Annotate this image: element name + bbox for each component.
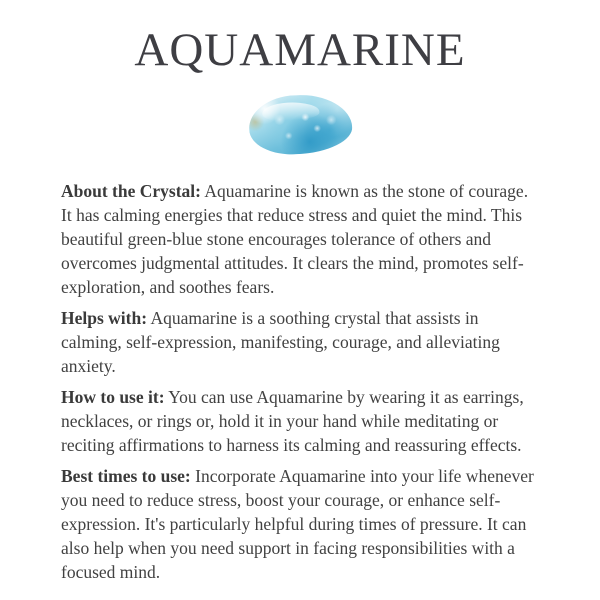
page-title: AQUAMARINE — [134, 24, 466, 76]
section-label: About the Crystal: — [61, 181, 201, 201]
section-helps-with — [61, 306, 539, 378]
section-text: Aquamarine is known as the stone of courage. It has calming energies that reduce stress and quiet the mind. This beautiful green-blue stone encourages tolerance of others and overcomes judgmental attitudes. It clears the mind, promotes self-exploration, and soothes fears. — [61, 181, 529, 297]
section-best-times-to-use — [61, 464, 539, 584]
section-text: You can use Aquamarine by wearing it as earrings, necklaces, or rings or, hold it in your hand while meditating or reciting affirmations to harness its calming and reassuring effects. — [61, 387, 524, 455]
section-label: How to use it: — [61, 387, 165, 407]
aquamarine-stone-image — [247, 92, 353, 156]
section-about-the-crystal — [61, 179, 539, 299]
info-sections — [61, 179, 539, 584]
section-how-to-use-it — [61, 385, 539, 457]
section-label: Helps with: — [61, 308, 148, 328]
section-text: Aquamarine is a soothing crystal that assists in calming, self-expression, manifesting, courage, and alleviating anxiety. — [61, 308, 500, 376]
section-text: Incorporate Aquamarine into your life whenever you need to reduce stress, boost your courage, or enhance self-expression. It's particularly helpful during times of pressure. It can also help when you need support in facing responsibilities with a focused mind. — [61, 466, 534, 582]
stone-image-container — [249, 95, 352, 155]
section-label: Best times to use: — [61, 466, 191, 486]
